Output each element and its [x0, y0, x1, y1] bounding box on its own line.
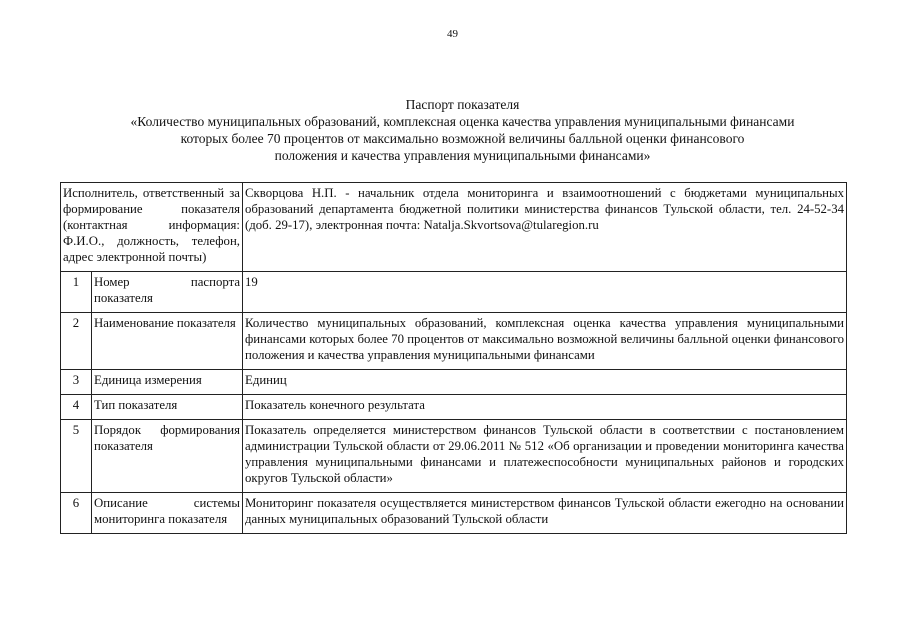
row-number: 2	[61, 313, 92, 370]
table-row	[61, 370, 847, 395]
row-value: Количество муниципальных образований, комплексная оценка качества управления муниципальными финансами которых более 70 процентов от максимально возможной величины балльной оценки финансового положения и качества управления муниципальными финансами	[243, 313, 847, 370]
row-label: Номер паспорта показателя	[92, 272, 243, 313]
row-number: 1	[61, 272, 92, 313]
row-label: Порядок формирования показателя	[92, 420, 243, 493]
table-row	[61, 313, 847, 370]
table-row	[61, 272, 847, 313]
row-value: Мониторинг показателя осуществляется министерством финансов Тульской области ежегодно на основании данных муниципальных образований Тульской области	[243, 493, 847, 534]
row-value: Показатель определяется министерством финансов Тульской области в соответствии с постановлением администрации Тульской области от 29.06.2011 № 512 «Об организации и проведении мониторинга качества управления муниципальными финансами и платежеспособности муниципальных районов и городских округов Тульской области»	[243, 420, 847, 493]
table-row	[61, 395, 847, 420]
row-value: Показатель конечного результата	[243, 395, 847, 420]
row-number: 4	[61, 395, 92, 420]
row-label: Единица измерения	[92, 370, 243, 395]
executor-label: Исполнитель, ответственный за формирование показателя (контактная информация: Ф.И.О., должность, телефон, адрес электронной почты)	[61, 183, 243, 272]
executor-row	[61, 183, 847, 272]
row-label: Описание системы мониторинга показателя	[92, 493, 243, 534]
title-line-2: которых более 70 процентов от максимально возможной величины балльной оценки финансового	[180, 131, 745, 146]
title-heading: Паспорт показателя	[405, 97, 520, 112]
title-line-1: «Количество муниципальных образований, комплексная оценка качества управления муниципальными финансами	[130, 114, 795, 129]
row-number: 5	[61, 420, 92, 493]
document-title	[40, 96, 885, 164]
row-value: 19	[243, 272, 847, 313]
executor-value: Скворцова Н.П. - начальник отдела мониторинга и взаимоотношений с бюджетами муниципальных образований департамента бюджетной политики министерства финансов Тульской области, тел. 24-52-34 (доб. 29-17), электронная почта: Natalja.Skvortsova@tularegion.ru	[243, 183, 847, 272]
row-value: Единиц	[243, 370, 847, 395]
row-label: Тип показателя	[92, 395, 243, 420]
title-line-3: положения и качества управления муниципальными финансами»	[274, 148, 651, 163]
table-row	[61, 493, 847, 534]
row-number: 3	[61, 370, 92, 395]
row-number: 6	[61, 493, 92, 534]
table-row	[61, 420, 847, 493]
row-label: Наименование показателя	[92, 313, 243, 370]
page-number: 49	[447, 28, 458, 40]
passport-table	[60, 182, 847, 534]
